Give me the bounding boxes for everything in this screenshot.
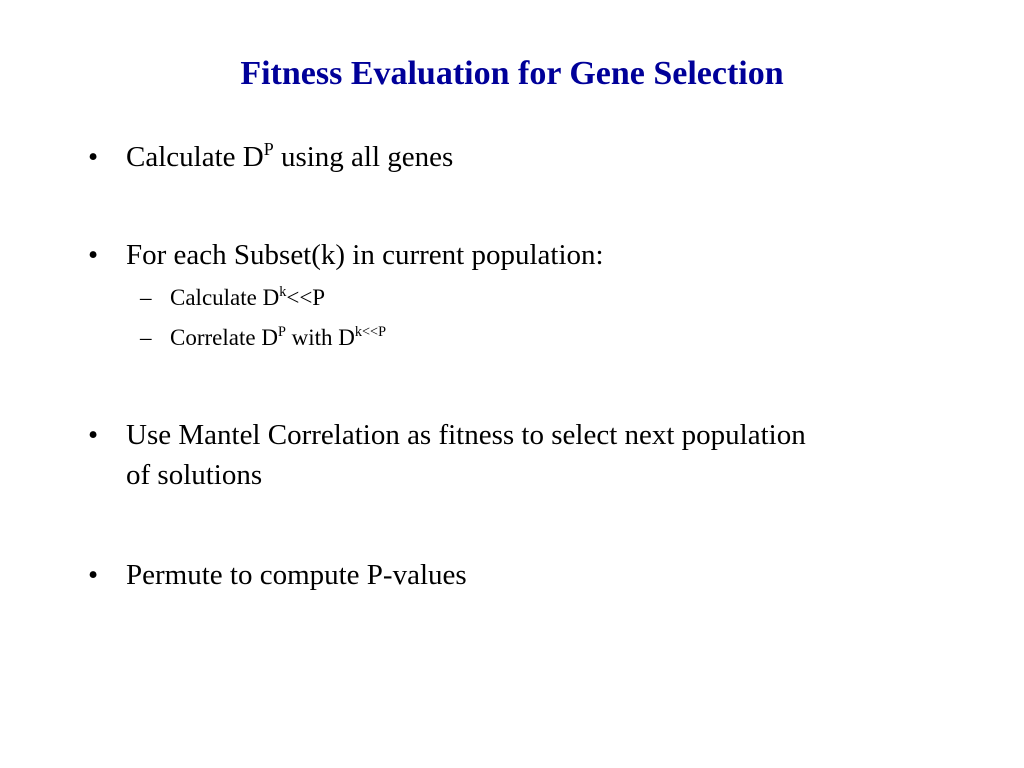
sub-bullet-marker: – — [140, 325, 152, 350]
superscript: P — [263, 139, 274, 160]
superscript: k<<P — [354, 324, 386, 341]
bullet-marker: • — [88, 419, 99, 451]
sub-bullet-text-part: <<P — [286, 285, 326, 310]
sub-bullet-marker: – — [140, 285, 152, 310]
bullet-marker: • — [88, 141, 99, 173]
bullet-text: Permute to compute P-values — [126, 559, 467, 591]
bullet-marker: • — [88, 559, 99, 591]
bullet-text-line: Use Mantel Correlation as fitness to select next population — [126, 419, 806, 451]
superscript: k — [279, 284, 287, 301]
sub-bullet-text — [170, 323, 386, 353]
superscript: P — [277, 324, 286, 341]
sub-bullet-text-part: Correlate D — [170, 325, 278, 350]
bullet-text — [126, 415, 946, 495]
bullet-text-part: using all genes — [273, 141, 454, 173]
slide-title: Fitness Evaluation for Gene Selection — [240, 55, 784, 92]
sub-bullet-text-part: with D — [285, 325, 355, 350]
bullet-text-line: of solutions — [126, 459, 263, 491]
bullet-text-part: Calculate D — [126, 141, 264, 173]
bullet-text: For each Subset(k) in current population: — [126, 239, 604, 271]
bullet-marker: • — [88, 239, 99, 271]
sub-bullet-text-part: Calculate D — [170, 285, 280, 310]
bullet-text — [126, 137, 946, 177]
sub-bullet-text — [170, 283, 325, 313]
